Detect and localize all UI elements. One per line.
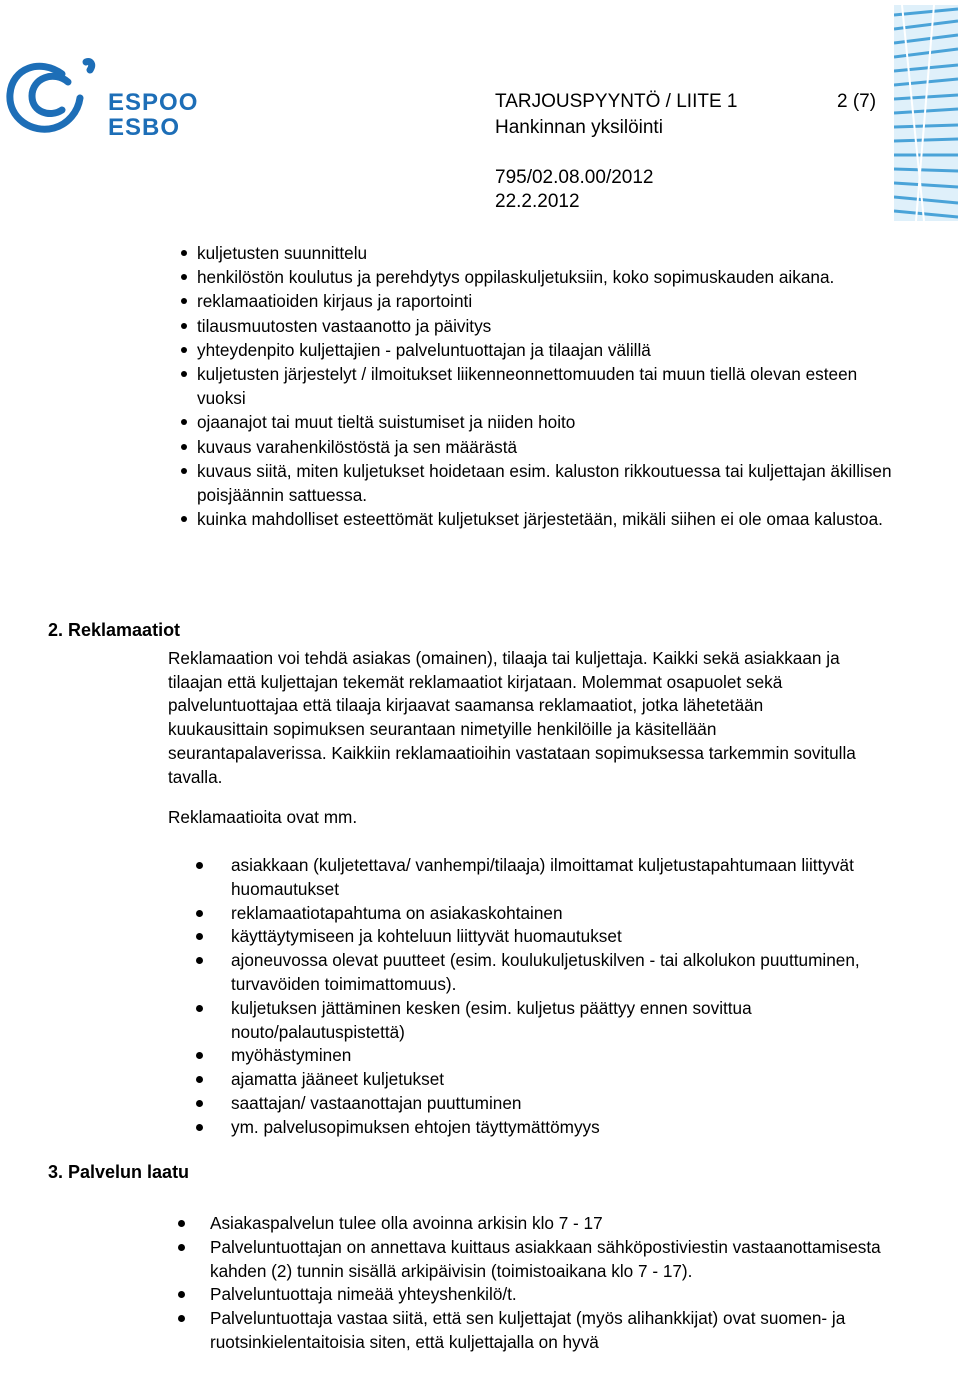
list-item: käyttäytymiseen ja kohteluun liittyvät huomautukset [190,925,890,949]
bullet-icon [181,444,187,450]
document-subtitle: Hankinnan yksilöinti [495,117,663,138]
list-item: Palveluntuottaja vastaa siitä, että sen kuljettajat (myös alihankkijat) ovat suomen- ja ruotsinkielentaitoisia siten, että kuljettajalla on hyvä [175,1307,895,1355]
document-date: 22.2.2012 [495,191,580,212]
list-item: Palveluntuottajan on annettava kuittaus asiakkaan sähköpostiviestin vastaanottamisesta kahden (2) tunnin sisällä arkipäivisin (toimistoaikana klo 7 - 17). [175,1236,895,1284]
list-item: Palveluntuottaja nimeää yhteyshenkilö/t. [175,1283,895,1307]
bullet-icon [178,1220,185,1227]
complaint-list [190,854,890,1140]
bullet-icon [196,862,203,869]
list-item: Asiakaspalvelun tulee olla avoinna arkisin klo 7 - 17 [175,1212,895,1236]
list-item: kuinka mahdolliset esteettömät kuljetukset järjestetään, mikäli siihen ei ole omaa kalustoa. [178,507,898,531]
corner-decoration [894,5,958,221]
list-item: kuvaus siitä, miten kuljetukset hoidetaan esim. kaluston rikkoutuessa tai kuljettajan äkillisen poisjäännin sattuessa. [178,459,898,507]
bullet-icon [196,1005,203,1012]
bullet-icon [178,1315,185,1322]
service-task-list [178,241,898,531]
bullet-icon [196,1076,203,1083]
bullet-icon [181,323,187,329]
list-item: saattajan/ vastaanottajan puuttuminen [190,1092,890,1116]
bullet-icon [181,516,187,522]
quality-list [175,1212,895,1355]
bullet-icon [181,298,187,304]
list-item: ajoneuvossa olevat puutteet (esim. koulukuljetuskilven - tai alkolukon puuttuminen, turvavöiden toimimattomuus). [190,949,890,997]
bullet-icon [178,1291,185,1298]
bullet-icon [196,1052,203,1059]
bullet-icon [196,933,203,940]
list-item: ym. palvelusopimuksen ehtojen täyttymättömyys [190,1116,890,1140]
logo-text-line1: ESPOO [108,89,199,116]
logo-text-line2: ESBO [108,114,181,141]
bullet-icon [196,1100,203,1107]
list-item: yhteydenpito kuljettajien - palveluntuottajan ja tilaajan välillä [178,338,898,362]
list-item: reklamaatioiden kirjaus ja raportointi [178,289,898,313]
list-item: reklamaatiotapahtuma on asiakaskohtainen [190,902,890,926]
list-item: tilausmuutosten vastaanotto ja päivitys [178,314,898,338]
bullet-icon [196,1124,203,1131]
page-number: 2 (7) [837,91,877,112]
bullet-icon [178,1244,185,1251]
bullet-icon [181,250,187,256]
bullet-icon [196,957,203,964]
list-item: ojaanajot tai muut tieltä suistumiset ja niiden hoito [178,410,898,434]
bullet-icon [181,419,187,425]
list-item: kuljetusten järjestelyt / ilmoitukset liikenneonnettomuuden tai muun tiellä olevan esteen vuoksi [178,362,898,410]
list-item: kuljetusten suunnittelu [178,241,898,265]
document-number: 795/02.08.00/2012 [495,167,654,188]
list-item: myöhästyminen [190,1044,890,1068]
document-title: TARJOUSPYYNTÖ / LIITE 1 [495,91,738,112]
section-paragraph: Reklamaation voi tehdä asiakas (omainen), tilaaja tai kuljettaja. Kaikki sekä asiakkaan ja tilaajan että kuljettajan tekemät reklamaatiot kirjataan. Molemmat osapuolet sekä palveluntuottajaa että tilaaja kirjaavat saamansa reklamaatiot, jotka lähetetään kuukausittain sopimuksen seurantaan nimetyille henkilöille ja käsitellään seurantapalaverissa. Kaikkiin reklamaatioihin vastataan sopimuksessa tarkemmin sovitulla tavalla. [168,648,856,787]
espoo-logo [2,52,202,152]
bullet-icon [181,347,187,353]
list-item: asiakkaan (kuljetettava/ vanhempi/tilaaja) ilmoittamat kuljetustapahtumaan liittyvät huomautukset [190,854,890,902]
section-heading-palvelun-laatu: 3. Palvelun laatu [48,1162,190,1182]
bullet-icon [196,910,203,917]
bullet-icon [181,468,187,474]
bullet-icon [181,274,187,280]
list-item: kuljetuksen jättäminen kesken (esim. kuljetus päättyy ennen sovittua nouto/palautuspistettä) [190,997,890,1045]
list-item: henkilöstön koulutus ja perehdytys oppilaskuljetuksiin, koko sopimuskauden aikana. [178,265,898,289]
list-item: ajamatta jääneet kuljetukset [190,1068,890,1092]
bullet-icon [181,371,187,377]
list-item: kuvaus varahenkilöstöstä ja sen määrästä [178,435,898,459]
section-heading-reklamaatiot: 2. Reklamaatiot [48,620,181,640]
list-intro: Reklamaatioita ovat mm. [168,807,358,827]
